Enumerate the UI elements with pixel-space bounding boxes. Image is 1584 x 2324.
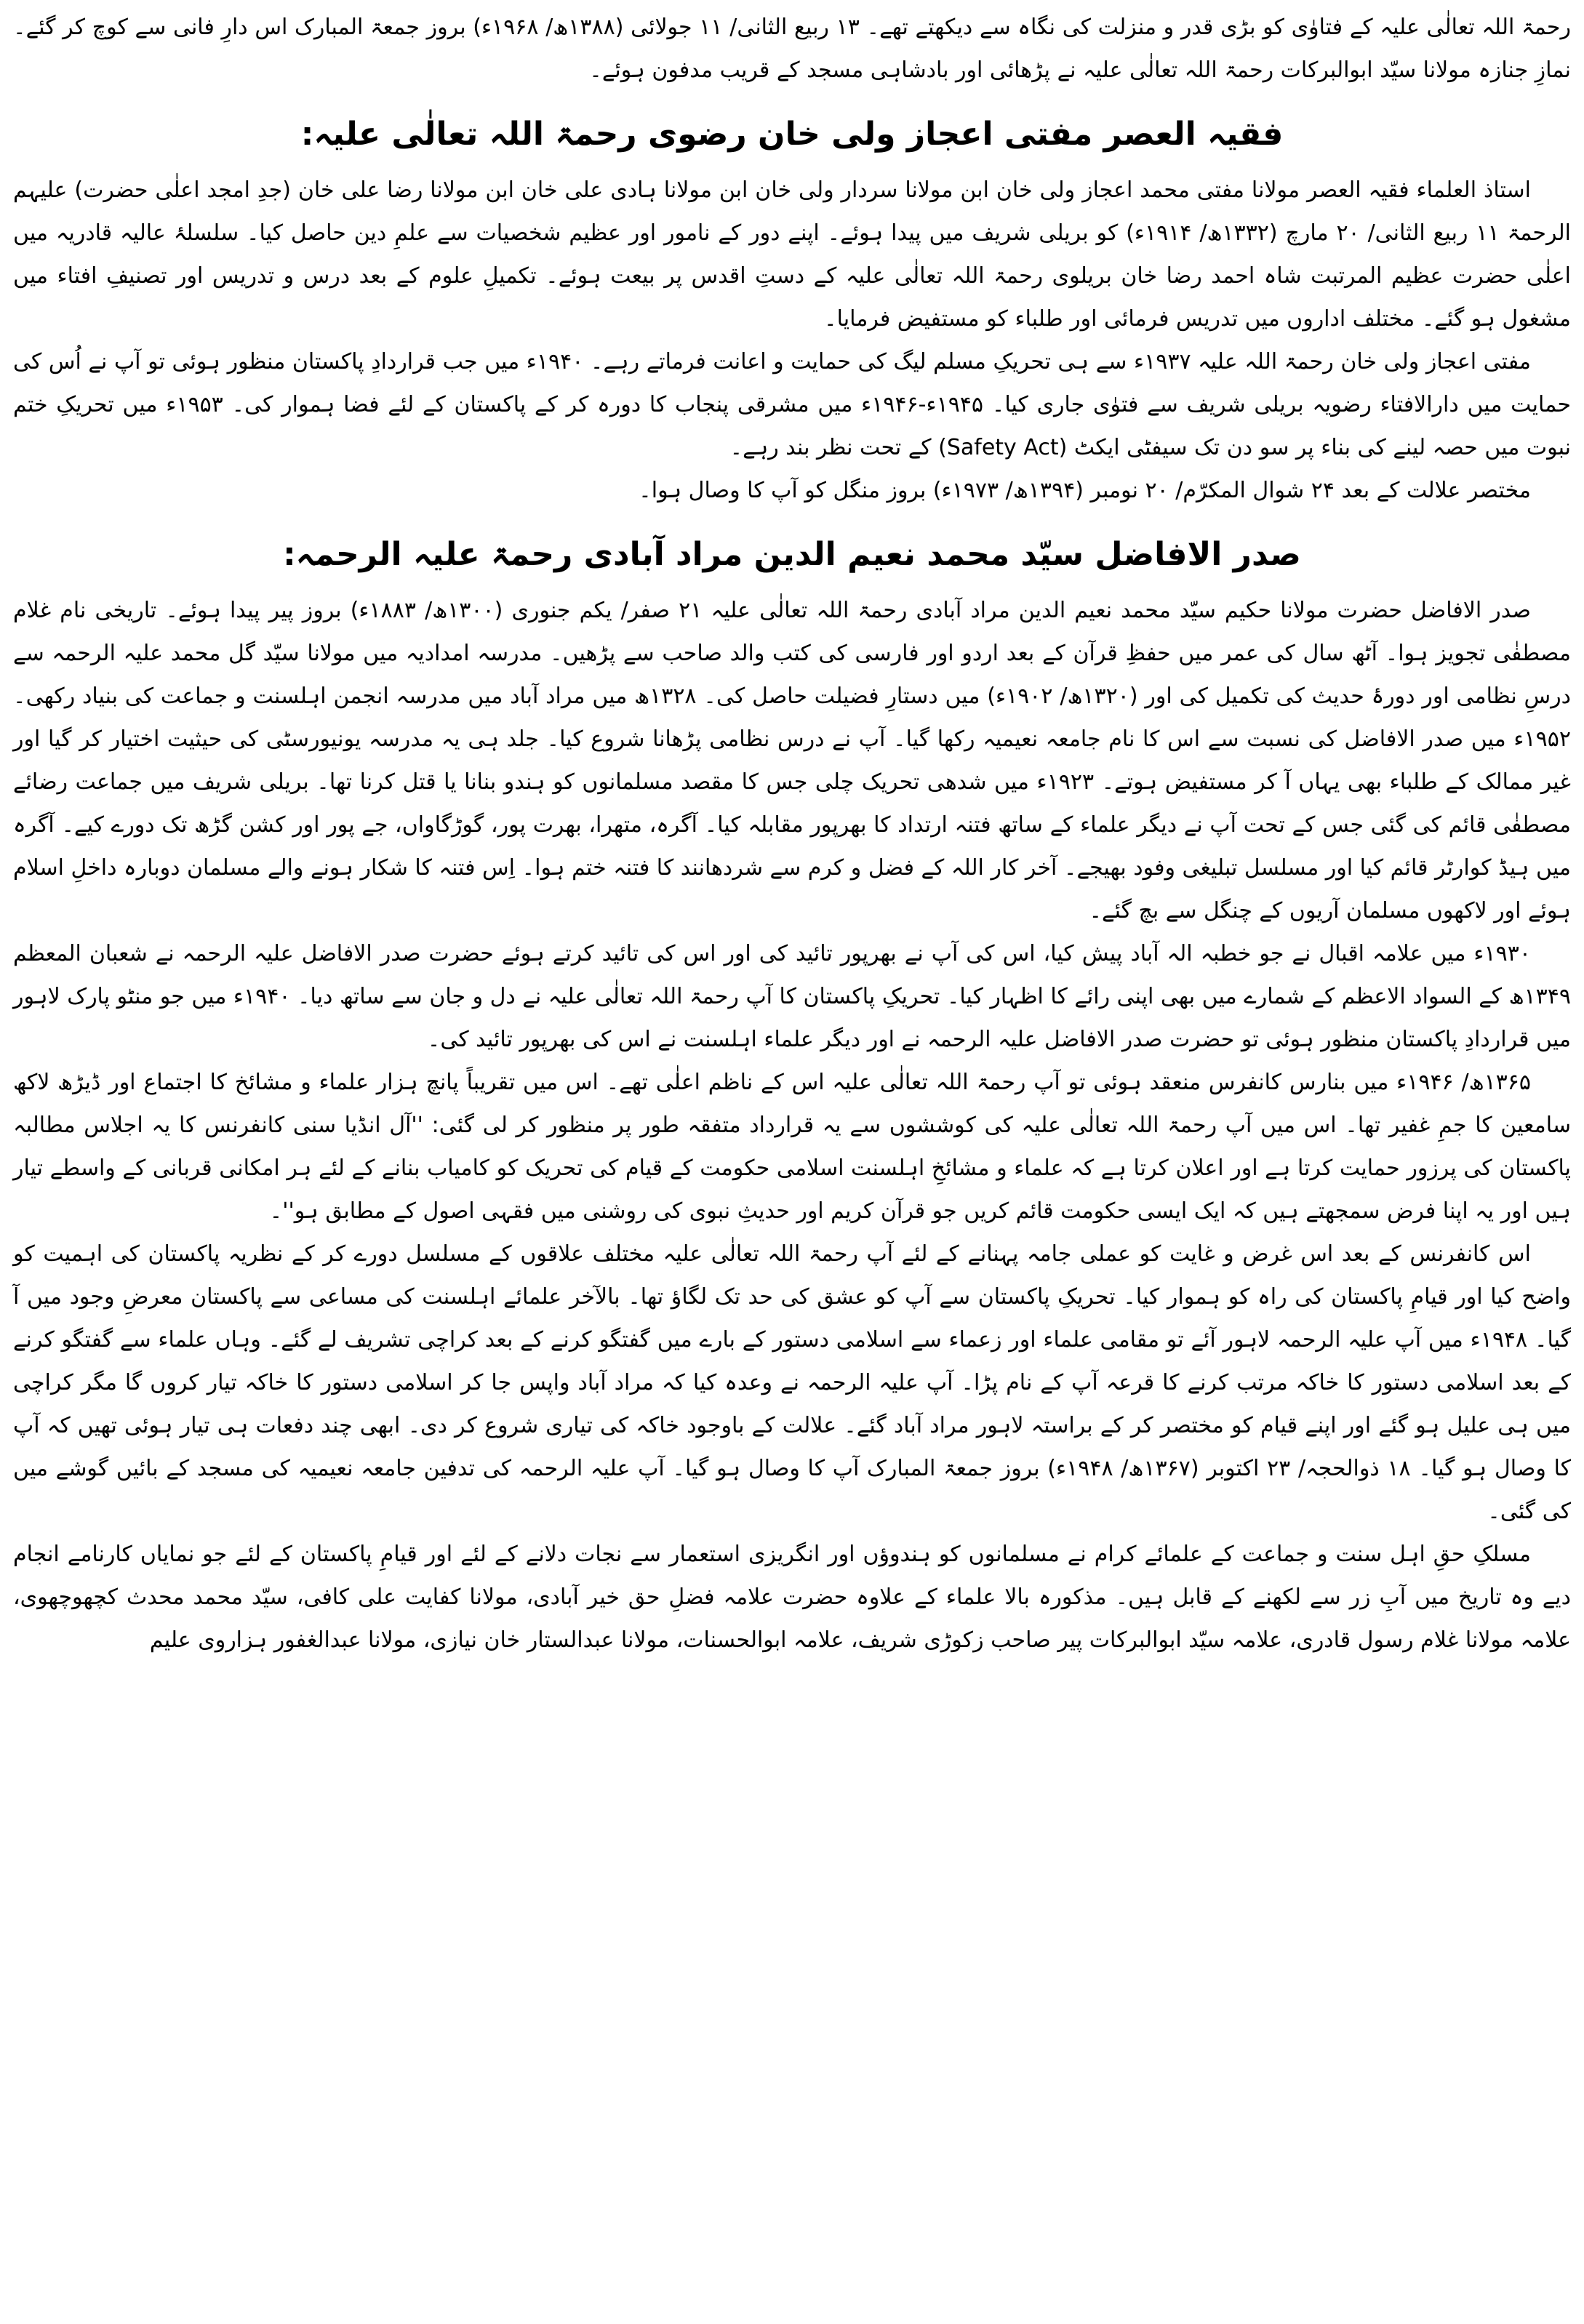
intro-paragraph: رحمۃ اللہ تعالٰی علیہ کے فتاوٰی کو بڑی قدر و منزلت کی نگاہ سے دیکھتے تھے۔ ۱۳ ربیع الثانی/ ۱۱ جولائی (۱۳۸۸ھ/ ۱۹۶۸ء) بروز جمعۃ المبارک اس دارِ فانی سے کوچ کر گئے۔ نمازِ جنازہ مولانا سیّد ابوالبرکات رحمۃ اللہ تعالٰی علیہ نے پڑھائی اور بادشاہی مسجد کے قریب مدفون ہوئے۔ xyxy=(13,15,1571,83)
paragraph-ijaz-muslim-league: مفتی اعجاز ولی خان رحمۃ اللہ علیہ ۱۹۳۷ء سے ہی تحریکِ مسلم لیگ کی حمایت و اعانت فرماتے رہے۔ ۱۹۴۰ء میں جب قراردادِ پاکستان منظور ہوئی تو آپ نے اُس کی حمایت میں دارالافتاء رضویہ بریلی شریف سے فتوٰی جاری کیا۔ ۱۹۴۵ء-۱۹۴۶ء میں مشرقی پنجاب کا دورہ کر کے پاکستان کے لئے فضا ہموار کی۔ ۱۹۵۳ء میں تحریکِ ختم نبوت میں حصہ لینے کی بناء پر سو دن تک سیفٹی ایکٹ (Safety Act) کے تحت نظر بند رہے۔ xyxy=(13,349,1571,460)
paragraph-ijaz-birth-education: استاذ العلماء فقیہ العصر مولانا مفتی محمد اعجاز ولی خان ابن مولانا سردار ولی خان ابن مولانا ہادی علی خان ابن مولانا رضا علی خان (جدِ امجد اعلٰی حضرت) علیہم الرحمۃ ۱۱ ربیع الثانی/ ۲۰ مارچ (۱۳۳۲ھ/ ۱۹۱۴ء) کو بریلی شریف میں پیدا ہوئے۔ اپنے دور کے نامور اور عظیم شخصیات سے علمِ دین حاصل کیا۔ سلسلۂ عالیہ قادریہ میں اعلٰی حضرت عظیم المرتبت شاہ احمد رضا خان بریلوی رحمۃ اللہ تعالٰی علیہ کے دستِ اقدس پر بیعت ہوئے۔ تکمیلِ علوم کے بعد درس و تدریس اور تصنیفِ افتاء میں مشغول ہو گئے۔ مختلف اداروں میں تدریس فرمائی اور طلباء کو مستفیض فرمایا۔ xyxy=(13,177,1572,332)
paragraph-naeemuddin-iqbal-support: ۱۹۳۰ء میں علامہ اقبال نے جو خطبہ الہ آباد پیش کیا، اس کی آپ نے بھرپور تائید کی اور اس کی تائید کرتے ہوئے حضرت صدر الافاضل علیہ الرحمہ نے شعبان المعظم ۱۳۴۹ھ کے السواد الاعظم کے شمارے میں بھی اپنی رائے کا اظہار کیا۔ تحریکِ پاکستان کا آپ رحمۃ اللہ تعالٰی علیہ نے دل و جان سے ساتھ دیا۔ ۱۹۴۰ء میں جو منٹو پارک لاہور میں قراردادِ پاکستان منظور ہوئی تو حضرت صدر الافاضل علیہ الرحمہ نے اور دیگر علماء اہلسنت نے اس کی بھرپور تائید کی۔ xyxy=(13,941,1571,1052)
section-heading-mufti-ijaz-wali-khan: فقیہ العصر مفتی اعجاز ولی خان رضوی رحمۃ اللہ تعالٰی علیہ: xyxy=(300,116,1284,153)
closing-paragraph-ulama-tribute: مسلکِ حقِ اہل سنت و جماعت کے علمائے کرام نے مسلمانوں کو ہندوؤں اور انگریزی استعمار سے نجات دلانے کے لئے اور قیامِ پاکستان کے لئے جو نمایاں کارنامے انجام دیے وہ تاریخ میں آبِ زر سے لکھنے کے قابل ہیں۔ مذکورہ بالا علماء کے علاوہ حضرت علامہ فضلِ حق خیر آبادی، مولانا کفایت علی کافی، سیّد محمد محدث کچھوچھوی، علامہ مولانا غلام رسول قادری، علامہ سیّد ابوالبرکات پیر صاحب زکوڑی شریف، علامہ ابوالحسنات، مولانا عبدالستار خان نیازی، مولانا عبدالغفور ہزاروی علیم xyxy=(13,1542,1571,1653)
paragraph-naeemuddin-life-madrasa: صدر الافاضل حضرت مولانا حکیم سیّد محمد نعیم الدین مراد آبادی رحمۃ اللہ تعالٰی علیہ ۲۱ صفر/ یکم جنوری (۱۳۰۰ھ/ ۱۸۸۳ء) بروز پیر پیدا ہوئے۔ تاریخی نام غلام مصطفٰی تجویز ہوا۔ آٹھ سال کی عمر میں حفظِ قرآن کے بعد اردو اور فارسی کی کتب والد صاحب سے پڑھیں۔ مدرسہ امدادیہ میں مولانا سیّد گل محمد علیہ الرحمہ سے درسِ نظامی اور دورۂ حدیث کی تکمیل کی اور (۱۳۲۰ھ/ ۱۹۰۲ء) میں دستارِ فضیلت حاصل کی۔ ۱۳۲۸ھ میں مراد آباد میں مدرسہ انجمن اہلسنت و جماعت کی بنیاد رکھی۔ ۱۹۵۲ء میں صدر الافاضل کی نسبت سے اس کا نام جامعہ نعیمیہ رکھا گیا۔ آپ نے درس نظامی پڑھانا شروع کیا۔ جلد ہی یہ مدرسہ یونیورسٹی کی حیثیت اختیار کر گیا اور غیر ممالک کے طلباء بھی یہاں آ کر مستفیض ہوتے۔ ۱۹۲۳ء میں شدھی تحریک چلی جس کا مقصد مسلمانوں کو ہندو بنانا یا قتل کرنا تھا۔ بریلی شریف میں جماعت رضائے مصطفٰی قائم کی گئی جس کے تحت آپ نے دیگر علماء کے ساتھ فتنہ ارتداد کا بھرپور مقابلہ کیا۔ آگرہ، متھرا، بھرت پور، گوڑگاواں، جے پور اور کشن گڑھ تک دورے کیے۔ آگرہ میں ہیڈ کوارٹر قائم کیا اور مسلسل تبلیغی وفود بھیجے۔ آخر کار اللہ کے فضل و کرم سے شردھانند کا فتنہ ختم ہوا۔ اِس فتنہ کا شکار ہونے والے مسلمان دوبارہ داخلِ اسلام ہوئے اور لاکھوں مسلمان آریوں کے چنگل سے بچ گئے۔ xyxy=(13,598,1571,923)
paragraph-pakistan-constitution-death: اس کانفرنس کے بعد اس غرض و غایت کو عملی جامہ پہنانے کے لئے آپ رحمۃ اللہ تعالٰی علیہ مختلف علاقوں کے مسلسل دورے کر کے نظریہ پاکستان کی اہمیت کو واضح کیا اور قیامِ پاکستان کی راہ کو ہموار کیا۔ تحریکِ پاکستان سے آپ کو عشق کی حد تک لگاؤ تھا۔ بالآخر علمائے اہلسنت کی مساعی سے پاکستان معرضِ وجود میں آ گیا۔ ۱۹۴۸ء میں آپ علیہ الرحمہ لاہور آئے تو مقامی علماء اور زعماء سے اسلامی دستور کے بارے میں گفتگو کرنے کے بعد کراچی تشریف لے گئے۔ وہاں علماء سے گفتگو کرنے کے بعد اسلامی دستور کا خاکہ مرتب کرنے کا قرعہ آپ کے نام پڑا۔ آپ علیہ الرحمہ نے وعدہ کیا کہ مراد آباد واپس جا کر اسلامی دستور کا خاکہ تیار کروں گا مگر کراچی میں ہی علیل ہو گئے اور اپنے قیام کو مختصر کر کے براستہ لاہور مراد آباد گئے۔ علالت کے باوجود خاکہ کی تیاری شروع کر دی۔ ابھی چند دفعات ہی تیار ہوئی تھیں کہ آپ کا وصال ہو گیا۔ ۱۸ ذوالحجہ/ ۲۳ اکتوبر (۱۳۶۷ھ/ ۱۹۴۸ء) بروز جمعۃ المبارک آپ کا وصال ہو گیا۔ آپ علیہ الرحمہ کی تدفین جامعہ نعیمیہ کی مسجد کے بائیں گوشے میں کی گئی۔ xyxy=(13,1241,1571,1524)
section-heading-sadrul-afazil: صدر الافاضل سیّد محمد نعیم الدین مراد آبادی رحمۃ علیہ الرحمہ: xyxy=(283,536,1301,573)
paragraph-banaras-conference: ۱۳۶۵ھ/ ۱۹۴۶ء میں بنارس کانفرس منعقد ہوئی تو آپ رحمۃ اللہ تعالٰی علیہ اس کے ناظم اعلٰی تھے۔ اس میں تقریباً پانچ ہزار علماء و مشائخ کا اجتماع اور ڈیڑھ لاکھ سامعین کا جمِ غفیر تھا۔ اس میں آپ رحمۃ اللہ تعالٰی علیہ کی کوششوں سے یہ قرارداد متفقہ طور پر منظور کر لی گئی: ''آل انڈیا سنی کانفرنس کا یہ اجلاس مطالبہ پاکستان کی پرزور حمایت کرتا ہے اور اعلان کرتا ہے کہ علماء و مشائخِ اہلسنت اسلامی حکومت کے قیام کی تحریک کو کامیاب بنانے کے لئے ہر امکانی قربانی کے واسطے تیار ہیں اور یہ اپنا فرض سمجھتے ہیں کہ ایک ایسی حکومت قائم کریں جو قرآن کریم اور حدیثِ نبوی کی روشنی میں فقہی اصول کے مطابق ہو''۔ xyxy=(13,1070,1571,1224)
paragraph-ijaz-death: مختصر علالت کے بعد ۲۴ شوال المکرّم/ ۲۰ نومبر (۱۳۹۴ھ/ ۱۹۷۳ء) بروز منگل کو آپ کا وصال ہوا۔ xyxy=(639,478,1531,503)
